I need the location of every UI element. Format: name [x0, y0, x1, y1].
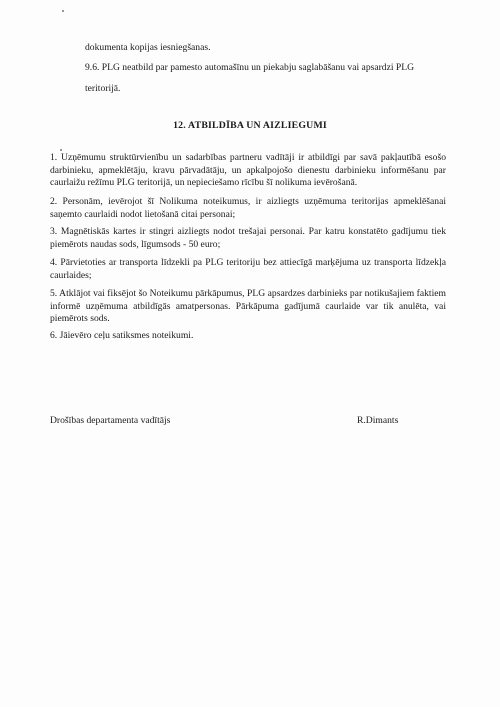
item-9-6-line-2: teritorijā.: [85, 83, 121, 94]
scan-speck: [62, 10, 64, 12]
list-item: 6. Jāievēro ceļu satiksmes noteikumi.: [50, 330, 194, 341]
scan-speck: [60, 149, 62, 151]
signature-position: Drošības departamenta vadītājs: [50, 415, 171, 426]
section-heading: 12. ATBILDĪBA UN AIZLIEGUMI: [173, 120, 327, 131]
list-item: 4. Pārvietoties ar transporta līdzekli pa PLG teritoriju bez attiecīgā marķējuma uz transporta līdzekļa caurlaides;: [50, 257, 446, 281]
list-item: 2. Personām, ievērojot šī Nolikuma noteikumus, ir aizliegts uzņēmuma teritorijas apmeklēšanai saņemto caurlaidi nodot lietošanā citai personai;: [50, 196, 446, 220]
list-item: 1. Uzņēmumu struktūrvienību un sadarbības partneru vadītāji ir atbildīgi par savā pakļautībā esošo darbinieku, apmeklētāju, kravu pārvadātāju, un apkalpojošo dienestu darbinieku informēšanu par caurlaižu režīmu PLG teritorijā, un nepieciešamo rīcību šī nolikuma ievērošanā.: [50, 152, 446, 188]
continued-text-line: dokumenta kopijas iesniegšanas.: [85, 42, 211, 53]
item-9-6-line-1: 9.6. PLG neatbild par pamesto automašīnu un piekabju saglabāšanu vai apsardzi PLG: [85, 62, 415, 73]
list-item: 3. Magnētiskās kartes ir stingri aizliegts nodot trešajai personai. Par katru konstatēto gadījumu tiek piemērots naudas sods, līgumsods - 50 euro;: [50, 226, 446, 250]
signature-name: R.Dimants: [357, 415, 399, 426]
list-item: 5. Atklājot vai fiksējot šo Noteikumu pārkāpumus, PLG apsardzes darbinieks par notikušajiem faktiem informē uzņēmuma atbildīgās amatpersonas. Pārkāpuma gadījumā caurlaide var tik anulēta, vai piemērots sods.: [50, 288, 446, 324]
